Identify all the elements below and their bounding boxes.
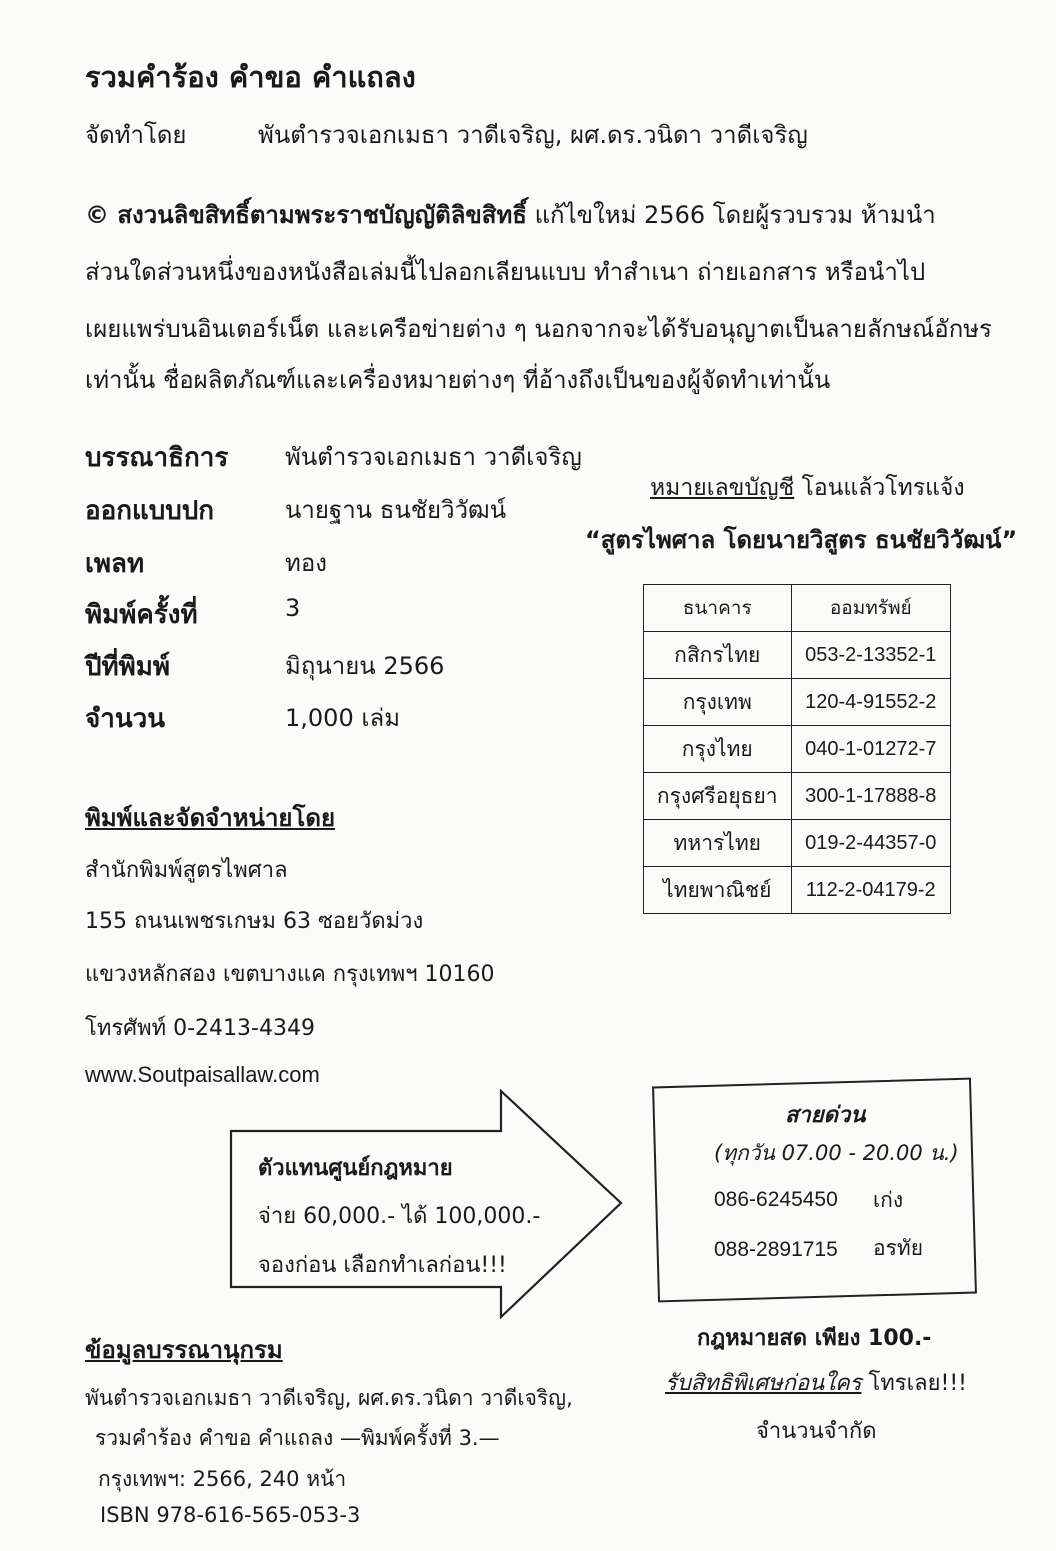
account-number: 300-1-17888-8 bbox=[791, 773, 950, 820]
prepared-by-label: จัดทำโดย bbox=[85, 121, 187, 149]
hotline-title: สายด่วน bbox=[785, 1103, 866, 1128]
publisher-address-1: 155 ถนนเพชรเกษม 63 ซอยวัดม่วง bbox=[85, 909, 424, 934]
table-header-savings: ออมทรัพย์ bbox=[791, 585, 950, 632]
copyright-line-1-rest: แก้ไขใหม่ 2566 โดยผู้รวบรวม ห้ามนำ bbox=[526, 201, 936, 229]
table-row bbox=[644, 867, 951, 914]
bank-name: กรุงเทพ bbox=[644, 679, 792, 726]
account-heading-note: โอนแล้วโทรแจ้ง bbox=[794, 475, 965, 501]
agent-title: ตัวแทนศูนย์กฎหมาย bbox=[258, 1156, 453, 1181]
table-header-bank: ธนาคาร bbox=[644, 585, 792, 632]
bank-name: ทหารไทย bbox=[644, 820, 792, 867]
promo-line-1: กฎหมายสด เพียง 100.- bbox=[697, 1326, 932, 1351]
catalog-isbn: ISBN 978-616-565-053-3 bbox=[100, 1503, 361, 1527]
detail-value-cover-design: นายฐาน ธนชัยวิวัฒน์ bbox=[285, 496, 507, 524]
catalog-line-3: กรุงเทพฯ: 2566, 240 หน้า bbox=[98, 1467, 347, 1491]
bank-name: ไทยพาณิชย์ bbox=[644, 867, 792, 914]
hotline-name-2: อรทัย bbox=[873, 1236, 924, 1260]
account-heading bbox=[650, 470, 965, 506]
account-number: 019-2-44357-0 bbox=[791, 820, 950, 867]
bank-name: กสิกรไทย bbox=[644, 632, 792, 679]
table-header-row bbox=[644, 585, 951, 632]
detail-label-quantity: จำนวน bbox=[85, 704, 165, 734]
detail-value-plate: ทอง bbox=[285, 549, 327, 577]
publisher-phone: โทรศัพท์ 0-2413-4349 bbox=[85, 1016, 315, 1041]
account-heading-label: หมายเลขบัญชี bbox=[650, 475, 795, 501]
bank-name: กรุงศรีอยุธยา bbox=[644, 773, 792, 820]
copyright-line-3: เผยแพร่บนอินเตอร์เน็ต และเครือข่ายต่าง ๆ นอกจากจะได้รับอนุญาตเป็นลายลักษณ์อักษร bbox=[85, 315, 992, 343]
promo-line-2 bbox=[665, 1365, 967, 1400]
page-title: รวมคำร้อง คำขอ คำแถลง bbox=[85, 60, 416, 94]
detail-value-quantity: 1,000 เล่ม bbox=[285, 704, 401, 732]
catalog-line-1: พันตำรวจเอกเมธา วาดีเจริญ, ผศ.ดร.วนิดา วาดีเจริญ, bbox=[85, 1386, 573, 1410]
account-number: 053-2-13352-1 bbox=[791, 632, 950, 679]
hotline-phone-2[interactable]: 088-2891715 bbox=[714, 1238, 838, 1261]
catalog-heading: ข้อมูลบรรณานุกรม bbox=[85, 1336, 283, 1364]
detail-label-print-year: ปีที่พิมพ์ bbox=[85, 652, 171, 682]
account-number: 120-4-91552-2 bbox=[791, 679, 950, 726]
catalog-line-2: รวมคำร้อง คำขอ คำแถลง —พิมพ์ครั้งที่ 3.— bbox=[95, 1426, 500, 1450]
detail-label-editor: บรรณาธิการ bbox=[85, 443, 229, 473]
account-number: 112-2-04179-2 bbox=[791, 867, 950, 914]
detail-label-cover-design: ออกแบบปก bbox=[85, 496, 214, 526]
promo-call-now: โทรเลย!!! bbox=[861, 1371, 967, 1396]
agent-note: จองก่อน เลือกทำเลก่อน!!! bbox=[258, 1253, 507, 1278]
hotline-hours: (ทุกวัน 07.00 - 20.00 น.) bbox=[714, 1141, 959, 1165]
detail-value-edition: 3 bbox=[285, 594, 301, 622]
detail-label-edition: พิมพ์ครั้งที่ bbox=[85, 600, 198, 630]
table-row bbox=[644, 773, 951, 820]
hotline-phone-1[interactable]: 086-6245450 bbox=[714, 1188, 838, 1211]
table-row bbox=[644, 632, 951, 679]
table-row bbox=[644, 726, 951, 773]
publisher-name: สำนักพิมพ์สูตรไพศาล bbox=[85, 858, 288, 883]
copyright-statement: © สงวนลิขสิทธิ์ตามพระราชบัญญัติลิขสิทธิ์ bbox=[85, 201, 527, 229]
copyright-line-1 bbox=[85, 195, 936, 234]
agent-price: จ่าย 60,000.- ได้ 100,000.- bbox=[258, 1204, 541, 1229]
detail-value-print-year: มิถุนายน 2566 bbox=[285, 652, 445, 680]
prepared-by-value: พันตำรวจเอกเมธา วาดีเจริญ, ผศ.ดร.วนิดา วาดีเจริญ bbox=[258, 121, 808, 149]
copyright-line-2: ส่วนใดส่วนหนึ่งของหนังสือเล่มนี้ไปลอกเลียนแบบ ทำสำเนา ถ่ายเอกสาร หรือนำไป bbox=[85, 258, 926, 286]
bank-name: กรุงไทย bbox=[644, 726, 792, 773]
detail-value-editor: พันตำรวจเอกเมธา วาดีเจริญ bbox=[285, 443, 582, 471]
promo-line-3: จำนวนจำกัด bbox=[756, 1419, 877, 1444]
publisher-address-2: แขวงหลักสอง เขตบางแค กรุงเทพฯ 10160 bbox=[85, 962, 495, 987]
bank-account-table bbox=[643, 584, 951, 914]
detail-label-plate: เพลท bbox=[85, 549, 145, 579]
publisher-website[interactable]: www.Soutpaisallaw.com bbox=[85, 1062, 320, 1087]
copyright-line-4: เท่านั้น ชื่อผลิตภัณฑ์และเครื่องหมายต่างๆ ที่อ้างถึงเป็นของผู้จัดทำเท่านั้น bbox=[85, 366, 831, 394]
hotline-name-1: เก่ง bbox=[873, 1188, 904, 1212]
publisher-heading: พิมพ์และจัดจำหน่ายโดย bbox=[85, 804, 336, 832]
promo-privilege: รับสิทธิพิเศษก่อนใคร bbox=[665, 1371, 862, 1396]
account-number: 040-1-01272-7 bbox=[791, 726, 950, 773]
account-name: “สูตรไพศาล โดยนายวิสูตร ธนชัยวิวัฒน์” bbox=[585, 526, 1018, 554]
table-row bbox=[644, 679, 951, 726]
table-row bbox=[644, 820, 951, 867]
